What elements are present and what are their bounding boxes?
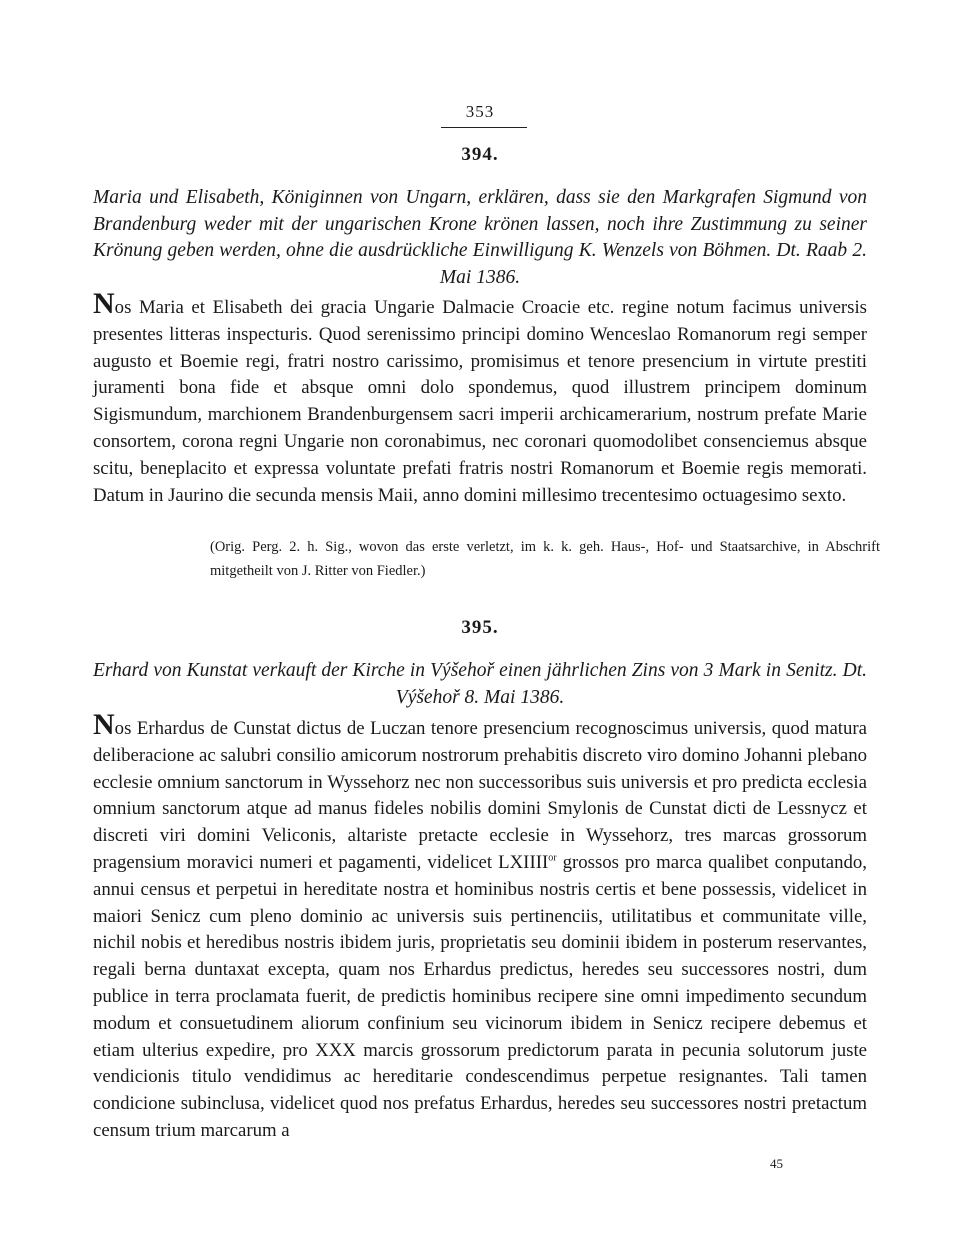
document-number: 395. (461, 617, 499, 638)
body-text-part-2: grossos pro marca qualibet conputando, annui census et perpetui in hereditate nostra et hominibus nostris certis et bene possessis, videlicet in maiori Senicz cum pleno dominio ac universis suis pertinenciis, utilitatibus et communitate ville, nichil nobis et heredibus nostris ibidem juris, proprietatis seu dominii ibidem in posterum reservantes, regali berna duntaxat excepta, quam nos Erhardus predictus, heredes seu successores nostri, dum publice in terra proclamata fuerit, de predictis hominibus recipere sine omni impedimento secundum modum et consuetudinem aliorum confinium seu vicinorum ibidem in Senicz recipere debemus et etiam ulterius expedire, pro XXX marcis grossorum predictorum parata in pecunia solutorum juste vendicionis titulo vendidimus ac hereditarie condescendimus perpetue resignantes. Tali tamen condicione subinclusa, videlicet quod nos prefatus Erhardus, heredes seu successores nostri pretactum censum trium marcarum a (93, 851, 867, 1141)
dropcap: N (93, 708, 115, 741)
document-heading: Maria und Elisabeth, Königinnen von Ungarn, erklären, dass sie den Markgrafen Sigmund von Brandenburg weder mit der ungarischen Krone krönen lassen, noch ihre Zustimmung zu seiner Krönung geben werden, ohne die ausdrückliche Einwilligung K. Wenzels von Böhmen. Dt. Raab 2. Mai 1386. (93, 187, 867, 288)
document-number: 394. (461, 144, 499, 165)
page-number-rule (441, 127, 527, 128)
body-text: os Maria et Elisabeth dei gracia Ungarie Dalmacie Croacie etc. regine notum facimus universis presentes litteras inspecturis. Quod serenissimo principi domino Wenceslao Romanorum regi semper augusto et Boemie regi, fratri nostro carissimo, promisimus et tenore presencium in virtute prestiti juramenti bona fide et absque omni dolo spondemus, quod illustrem principem dominum Sigismundum, marchionem Brandenburgensem sacri imperii archicamerarium, nostrum prefate Marie consortem, corona regni Ungarie non coronabimus, nec coronari quomodolibet consenciemus absque scitu, beneplacito et expressa voluntate prefati fratris nostri Romanorum et Boemie regis memorati. Datum in Jaurino die secunda mensis Maii, anno domini millesimo trecentesimo octuagesimo sexto. (93, 297, 867, 506)
document-body (93, 708, 867, 1145)
ordinal-superscript: or (548, 852, 557, 864)
document-body (93, 287, 867, 509)
archival-note: (Orig. Perg. 2. h. Sig., wovon das erste verletzt, im k. k. geh. Haus-, Hof- und Staatsarchive, in Abschrift mitgetheilt von J. Ritter von Fiedler.) (210, 539, 880, 579)
page-number: 353 (465, 102, 495, 121)
body-text-part-1: os Erhardus de Cunstat dictus de Luczan tenore presencium recognoscimus universis, quod matura deliberacione ac salubri consilio amicorum nostrorum prehabitis discreto viro domino Johanni plebano ecclesie omnium sanctorum in Wyssehorz nec non successoribus suis universis et pro predicta ecclesia omnium sanctorum atque ad manus fideles nobilis domini Smylonis de Cunstat dicti de Lessnycz et discreti viri domini Veliconis, altariste pretacte ecclesie in Wyssehorz, tres marcas grossorum pragensium moravici numeri et pagamenti, videlicet LXIIII (93, 718, 867, 873)
document-heading: Erhard von Kunstat verkauft der Kirche in Výšehoř einen jährlichen Zins von 3 Mark in Senitz. Dt. Výšehoř 8. Mai 1386. (93, 660, 867, 708)
dropcap: N (93, 287, 115, 320)
signature-mark: 45 (770, 1156, 783, 1171)
